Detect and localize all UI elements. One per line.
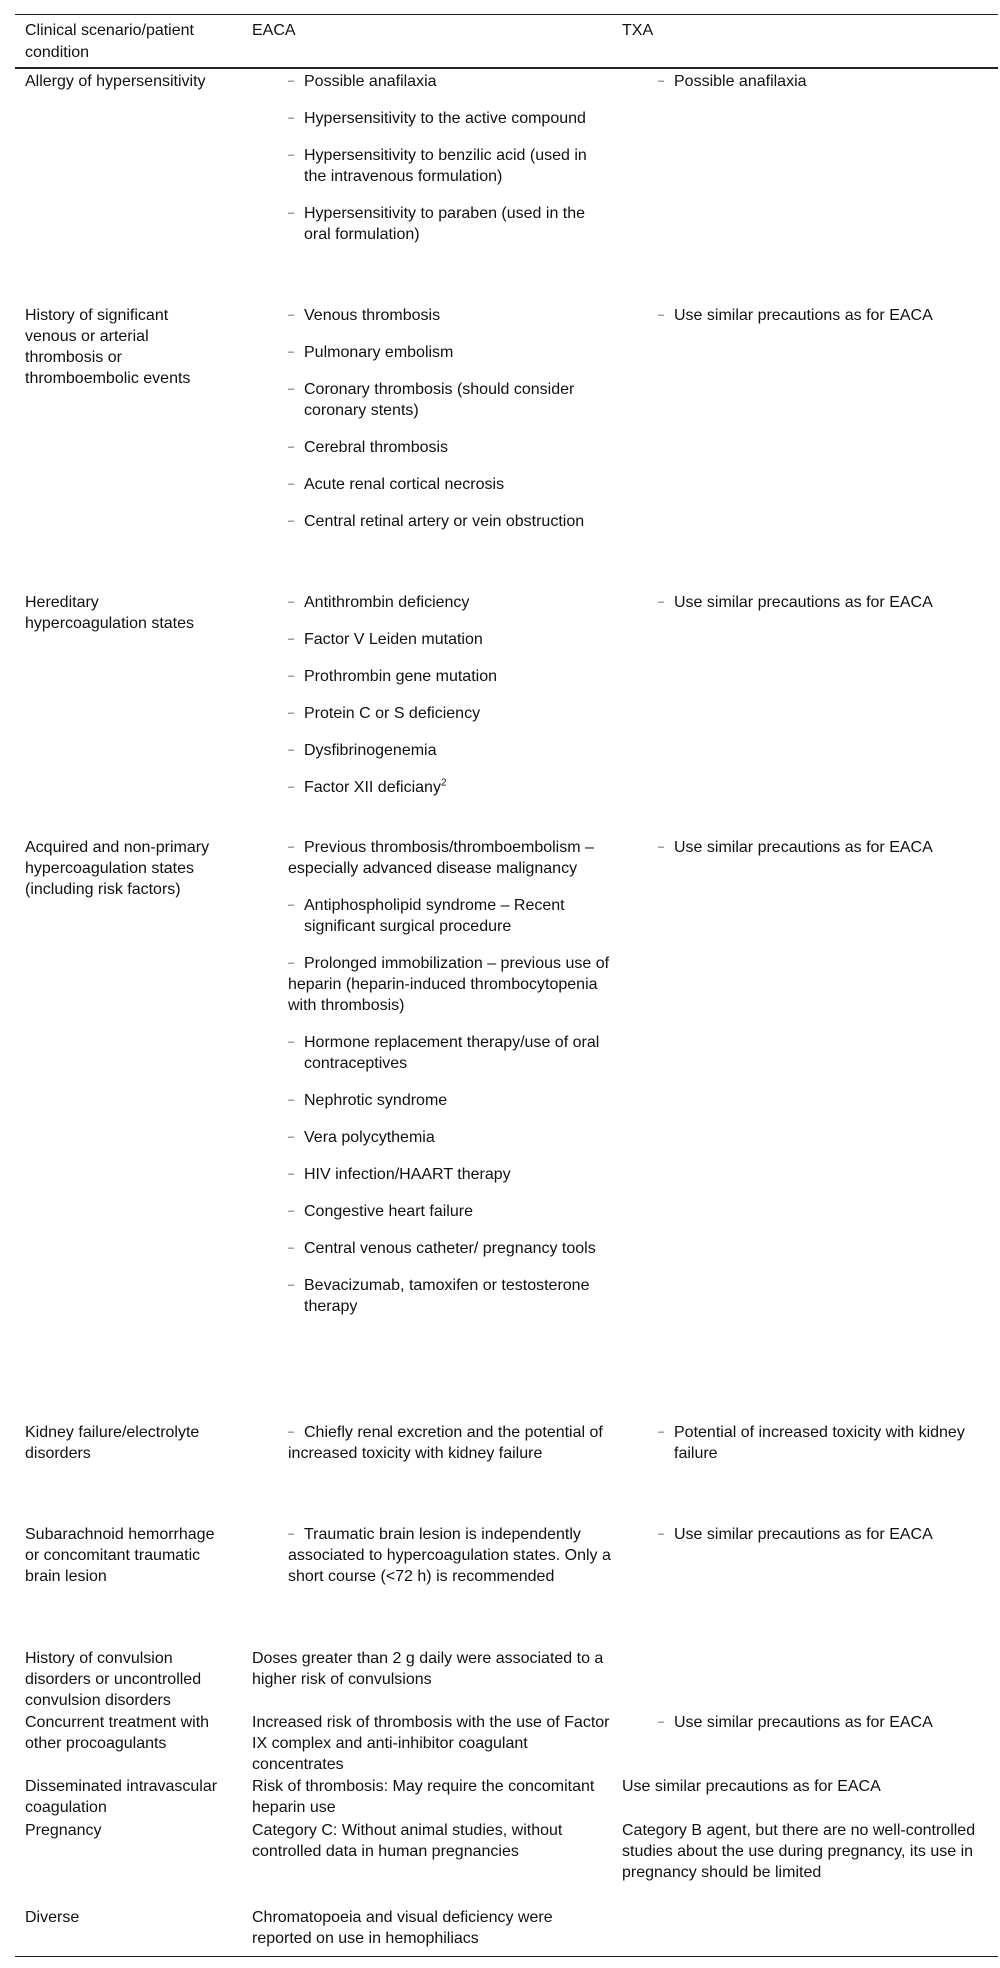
- row-txa: [622, 1524, 982, 1561]
- list-item: – Hypersensitivity to paraben (used in the oral formulation): [288, 203, 612, 245]
- list-item: – Nephrotic syndrome: [288, 1090, 612, 1111]
- row-condition: Allergy of hypersensitivity: [25, 73, 206, 90]
- list-item: – Possible anafilaxia: [288, 71, 612, 92]
- row-condition: Subarachnoid hemorrhage or concomitant traumatic brain lesion: [25, 1526, 215, 1585]
- row-condition: Pregnancy: [25, 1822, 102, 1839]
- list-item: – Traumatic brain lesion is independently associated to hypercoagulation states. Only a short course (<72 h) is recommended: [288, 1524, 612, 1587]
- list-item: – Pulmonary embolism: [288, 342, 612, 363]
- list-item: – Potential of increased toxicity with kidney failure: [658, 1422, 982, 1464]
- list-item: – Antithrombin deficiency: [288, 592, 612, 613]
- list-item: – Hypersensitivity to benzilic acid (used in the intravenous formulation): [288, 145, 612, 187]
- row-eaca: Chromatopoeia and visual deficiency were reported on use in hemophiliacs: [252, 1909, 553, 1947]
- table-top-rule: [15, 14, 998, 15]
- row-eaca: [252, 71, 612, 261]
- header-rule: [15, 67, 998, 69]
- row-eaca: [252, 305, 612, 548]
- row-txa: [622, 592, 982, 629]
- row-condition: Acquired and non-primary hypercoagulation states (including risk factors): [25, 839, 210, 898]
- row-eaca: [252, 837, 612, 1333]
- list-item: – Prolonged immobilization – previous use of heparin (heparin-induced thrombocytopenia with thrombosis): [288, 953, 612, 1016]
- list-item: – Use similar precautions as for EACA: [658, 305, 982, 326]
- list-item: – Use similar precautions as for EACA: [658, 837, 982, 858]
- row-txa: [622, 71, 982, 108]
- header-eaca: EACA: [252, 22, 296, 39]
- list-item: – Antiphospholipid syndrome – Recent significant surgical procedure: [288, 895, 612, 937]
- list-item: – Possible anafilaxia: [658, 71, 982, 92]
- row-condition: Disseminated intravascular coagulation: [25, 1778, 218, 1816]
- list-item: – Factor V Leiden mutation: [288, 629, 612, 650]
- row-condition: Diverse: [25, 1909, 80, 1926]
- list-item: – Venous thrombosis: [288, 305, 612, 326]
- row-eaca: Doses greater than 2 g daily were associated to a higher risk of convulsions: [252, 1650, 604, 1688]
- list-item: – Central retinal artery or vein obstruction: [288, 511, 612, 532]
- list-item: – Previous thrombosis/thromboembolism – especially advanced disease malignancy: [288, 837, 612, 879]
- row-eaca: Category C: Without animal studies, without controlled data in human pregnancies: [252, 1822, 563, 1860]
- list-item: – Hormone replacement therapy/use of oral contraceptives: [288, 1032, 612, 1074]
- list-item: – HIV infection/HAART therapy: [288, 1164, 612, 1185]
- footnote-ref: 2: [440, 777, 447, 789]
- list-item-text: Factor XII deficiany: [304, 779, 441, 796]
- list-item: – Dysfibrinogenemia: [288, 740, 612, 761]
- list-item: – Bevacizumab, tamoxifen or testosterone therapy: [288, 1275, 612, 1317]
- list-item: – Protein C or S deficiency: [288, 703, 612, 724]
- list-item: – Congestive heart failure: [288, 1201, 612, 1222]
- row-txa: [622, 305, 982, 342]
- list-item: – Cerebral thrombosis: [288, 437, 612, 458]
- list-item: – Use similar precautions as for EACA: [658, 1524, 982, 1545]
- row-condition: History of convulsion disorders or uncontrolled convulsion disorders: [25, 1650, 202, 1709]
- header-txa: TXA: [622, 22, 654, 39]
- list-item: – Coronary thrombosis (should consider coronary stents): [288, 379, 612, 421]
- list-item: – Vera polycythemia: [288, 1127, 612, 1148]
- row-txa: Category B agent, but there are no well-controlled studies about the use during pregnancy, its use in pregnancy should be limited: [622, 1822, 976, 1881]
- row-condition: Hereditary hypercoagulation states: [25, 594, 194, 632]
- list-item: – Use similar precautions as for EACA: [658, 1712, 982, 1733]
- row-condition: History of significant venous or arterial thrombosis or thromboembolic events: [25, 307, 191, 387]
- row-eaca: Increased risk of thrombosis with the use of Factor IX complex and anti-inhibitor coagulant concentrates: [252, 1714, 610, 1773]
- row-txa: Use similar precautions as for EACA: [622, 1778, 881, 1795]
- row-condition: Concurrent treatment with other procoagulants: [25, 1714, 210, 1752]
- header-clinical-scenario: Clinical scenario/patient condition: [25, 22, 194, 61]
- list-item: – Chiefly renal excretion and the potential of increased toxicity with kidney failure: [288, 1422, 612, 1464]
- row-eaca: [252, 1524, 612, 1603]
- row-eaca: [252, 1422, 612, 1480]
- row-txa: [622, 1712, 982, 1749]
- list-item: – Acute renal cortical necrosis: [288, 474, 612, 495]
- row-txa: [622, 1422, 982, 1480]
- row-txa: [622, 837, 982, 874]
- list-item: – Prothrombin gene mutation: [288, 666, 612, 687]
- row-condition: Kidney failure/electrolyte disorders: [25, 1424, 200, 1462]
- list-item: [288, 777, 612, 798]
- list-item: – Hypersensitivity to the active compound: [288, 108, 612, 129]
- row-eaca: Risk of thrombosis: May require the concomitant heparin use: [252, 1778, 595, 1816]
- row-eaca: [252, 592, 612, 814]
- table-bottom-rule: [15, 1956, 998, 1957]
- list-item: – Use similar precautions as for EACA: [658, 592, 982, 613]
- list-item: – Central venous catheter/ pregnancy tools: [288, 1238, 612, 1259]
